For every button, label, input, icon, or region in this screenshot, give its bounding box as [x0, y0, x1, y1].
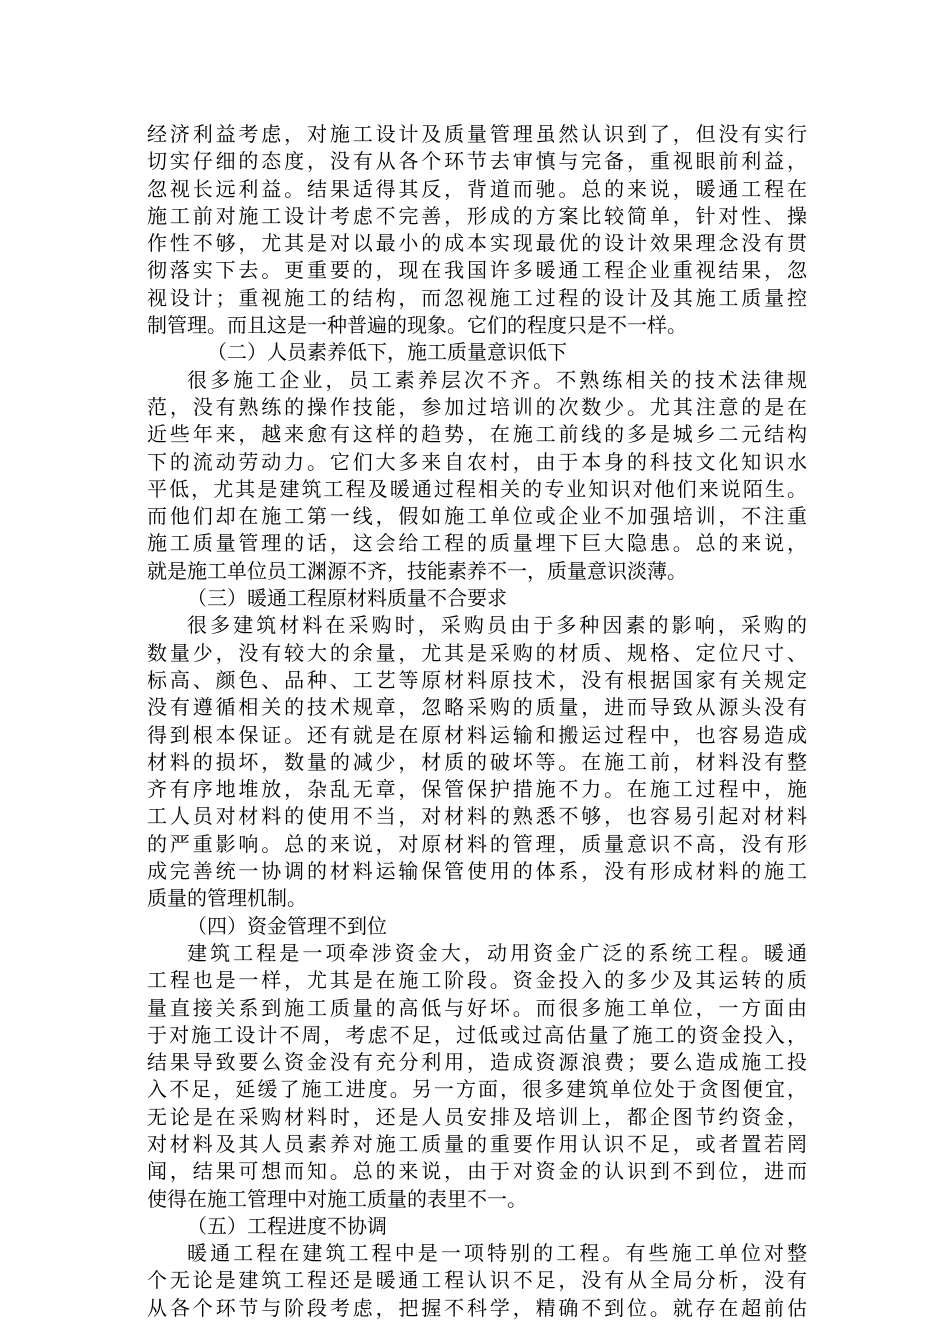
- body-line: 从各个环节与阶段考虑，把握不科学，精确不到位。就存在超前估: [147, 1295, 807, 1320]
- section-heading: （二）人员素养低下，施工质量意识低下: [207, 340, 567, 365]
- body-line: 于对施工设计不周，考虑不足，过低或过高估量了施工的资金投入，: [147, 1022, 807, 1047]
- body-line: 成完善统一协调的材料运输保管使用的体系，没有形成材料的施工: [147, 859, 807, 884]
- body-line: 忽视长远利益。结果适得其反，背道而驰。总的来说，暖通工程在: [147, 176, 807, 201]
- body-line: 经济利益考虑，对施工设计及质量管理虽然认识到了，但没有实行: [147, 122, 807, 146]
- body-line: 没有遵循相关的技术规章，忽略采购的质量，进而导致从源头没有: [147, 695, 807, 720]
- body-line: 材料的损坏，数量的减少，材质的破坏等。在施工前，材料没有整: [147, 749, 807, 774]
- body-line: 暖通工程在建筑工程中是一项特别的工程。有些施工单位对整: [187, 1241, 807, 1266]
- body-line: 无论是在采购材料时，还是人员安排及培训上，都企图节约资金，: [147, 1104, 807, 1129]
- body-line: 入不足，延缓了施工进度。另一方面，很多建筑单位处于贪图便宜，: [147, 1077, 807, 1102]
- body-line: 的严重影响。总的来说，对原材料的管理，质量意识不高，没有形: [147, 831, 807, 856]
- body-line: 彻落实下去。更重要的，现在我国许多暖通工程企业重视结果，忽: [147, 258, 807, 283]
- body-line: 就是施工单位员工渊源不齐，技能素养不一，质量意识淡薄。: [147, 558, 687, 583]
- body-line: 工程也是一样，尤其是在施工阶段。资金投入的多少及其运转的质: [147, 968, 807, 993]
- body-line: 施工前对施工设计考虑不完善，形成的方案比较简单，针对性、操: [147, 203, 807, 228]
- body-line: 很多建筑材料在采购时，采购员由于多种因素的影响，采购的: [187, 613, 807, 638]
- body-line: 作性不够，尤其是对以最小的成本实现最优的设计效果理念没有贯: [147, 231, 807, 256]
- body-line: 视设计；重视施工的结构，而忽视施工过程的设计及其施工质量控: [147, 285, 807, 310]
- body-line: 标高、颜色、品种、工艺等原材料原技术，没有根据国家有关规定: [147, 667, 807, 692]
- body-line: 量直接关系到施工质量的高低与好坏。而很多施工单位，一方面由: [147, 995, 807, 1020]
- body-line: 对材料及其人员素养对施工质量的重要作用认识不足，或者置若罔: [147, 1131, 807, 1156]
- body-line: 制管理。而且这是一种普遍的现象。它们的程度只是不一样。: [147, 313, 687, 338]
- body-line: 下的流动劳动力。它们大多来自农村，由于本身的科技文化知识水: [147, 449, 807, 474]
- section-heading: （三）暖通工程原材料质量不合要求: [187, 586, 507, 611]
- document-body: [147, 121, 807, 1322]
- body-line: 个无论是建筑工程还是暖通工程认识不足，没有从全局分析，没有: [147, 1268, 807, 1293]
- body-line: 质量的管理机制。: [147, 886, 307, 911]
- section-heading: （五）工程进度不协调: [187, 1213, 387, 1238]
- section-heading: （四）资金管理不到位: [187, 913, 387, 938]
- body-line: 平低，尤其是建筑工程及暖通过程相关的专业知识对他们来说陌生。: [147, 476, 807, 501]
- body-line: 很多施工企业，员工素养层次不齐。不熟练相关的技术法律规: [187, 367, 807, 392]
- body-line: 而他们却在施工第一线，假如施工单位或企业不加强培训，不注重: [147, 504, 807, 529]
- body-line: 得到根本保证。还有就是在原材料运输和搬运过程中，也容易造成: [147, 722, 807, 747]
- body-line: 使得在施工管理中对施工质量的表里不一。: [147, 1186, 527, 1211]
- body-line: 近些年来，越来愈有这样的趋势，在施工前线的多是城乡二元结构: [147, 422, 807, 447]
- body-line: 切实仔细的态度，没有从各个环节去审慎与完备，重视眼前利益，: [147, 149, 807, 174]
- body-line: 数量少，没有较大的余量，尤其是采购的材质、规格、定位尺寸、: [147, 640, 807, 665]
- body-line: 建筑工程是一项牵涉资金大，动用资金广泛的系统工程。暖通: [187, 940, 807, 965]
- body-line: 闻，结果可想而知。总的来说，由于对资金的认识到不到位，进而: [147, 1159, 807, 1184]
- body-line: 施工质量管理的话，这会给工程的质量埋下巨大隐患。总的来说，: [147, 531, 807, 556]
- body-line: 范，没有熟练的操作技能，参加过培训的次数少。尤其注意的是在: [147, 394, 807, 419]
- body-line: 齐有序地堆放，杂乱无章，保管保护措施不力。在施工过程中，施: [147, 777, 807, 802]
- body-line: 工人员对材料的使用不当，对材料的熟悉不够，也容易引起对材料: [147, 804, 807, 829]
- body-line: 结果导致要么资金没有充分利用，造成资源浪费；要么造成施工投: [147, 1050, 807, 1075]
